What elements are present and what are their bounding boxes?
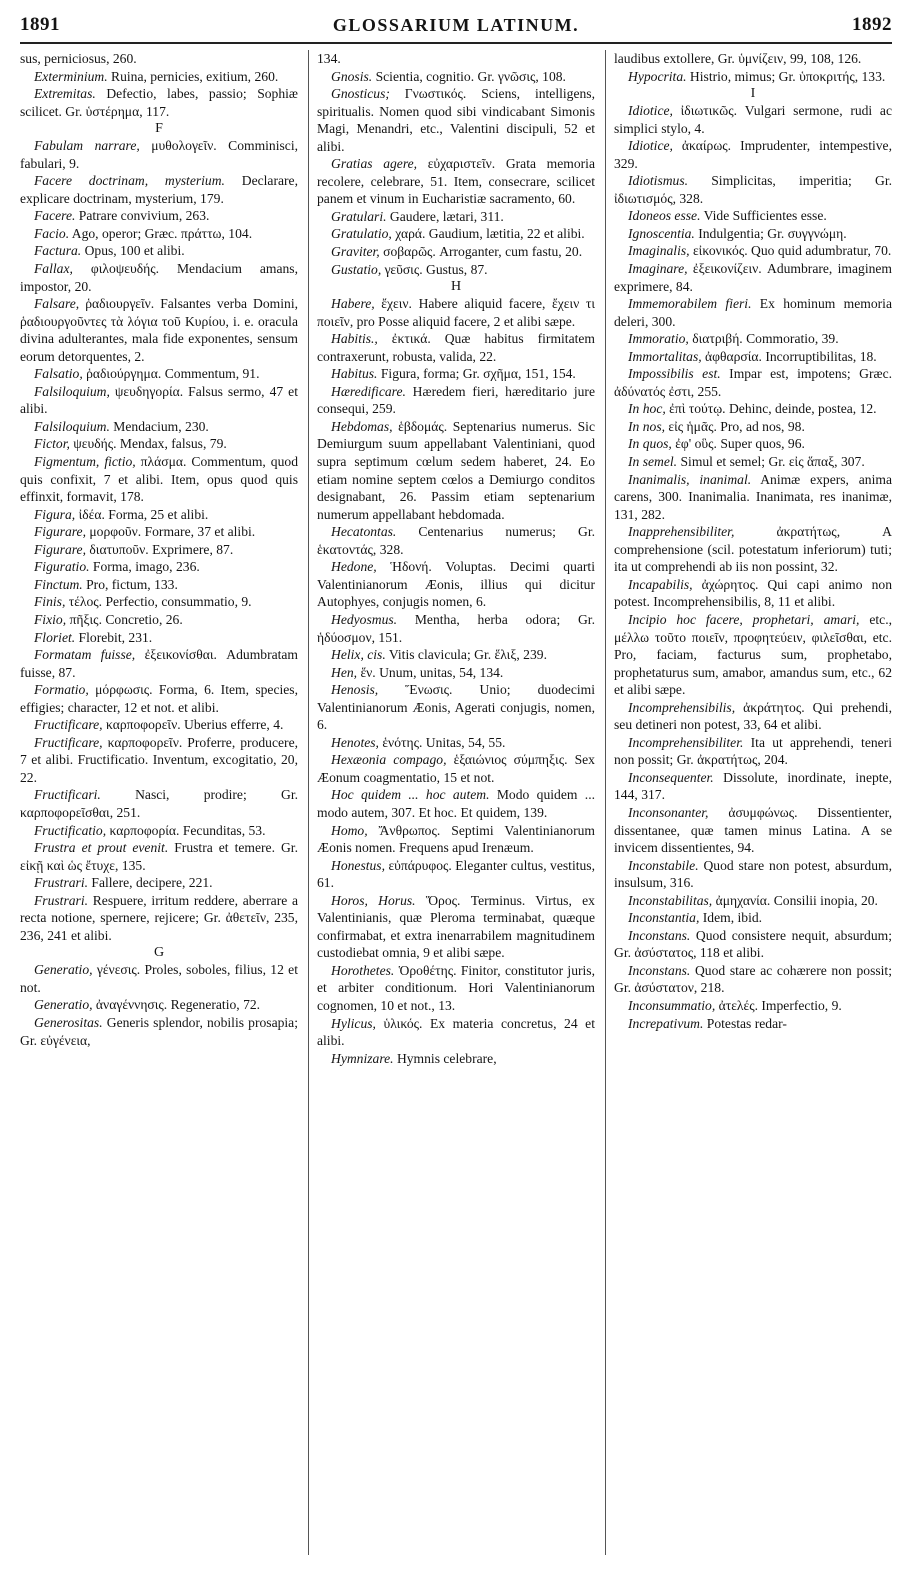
glossary-entry	[20, 961, 298, 996]
definition: πλάσμα. Commentum, quod quis confixit, 7 et alibi. Item, opus quod quis effinxit, formavit, 178.	[20, 454, 298, 505]
headword: Falsiloquium.	[34, 418, 110, 434]
headword: Gratulatio,	[331, 226, 392, 242]
headword: Henotes,	[331, 734, 379, 750]
glossary-entry	[614, 418, 892, 436]
definition: laudibus extollere, Gr. ὑμνίζειν, 99, 108, 126.	[614, 51, 862, 66]
definition: ψευδής. Mendax, falsus, 79.	[69, 436, 227, 452]
headword: Frustrari.	[34, 892, 89, 908]
definition: Quod consistere nequit, absurdum; Gr. ἀσύστατος, 118 et alibi.	[614, 927, 892, 961]
glossary-entry	[20, 365, 298, 383]
definition: Dissolute, inordinate, inepte, 144, 317.	[614, 769, 892, 803]
definition: Simplicitas, imperitia; Gr. ἰδιωτισμός, 328.	[614, 173, 892, 206]
definition: Ὅρος. Terminus. Virtus, ex Valentinianis, quæ Pleroma terminabat, quæque confirmabat, et extra inenarrabilem magnitudinem custodiebat omnia, 9 et alibi sæpe.	[317, 892, 595, 961]
glossary-entry	[20, 225, 298, 243]
headword: Figuratio.	[34, 559, 90, 575]
definition: ψευδηγορία. Falsus sermo, 47 et alibi.	[20, 383, 298, 417]
headword: Horos, Horus.	[331, 892, 416, 908]
headword: Imaginare,	[628, 261, 688, 277]
headword: Inconsequenter.	[628, 769, 714, 785]
definition: Ruina, pernicies, exitium, 260.	[107, 68, 279, 84]
glossary-entry	[317, 295, 595, 330]
glossary-entry	[20, 839, 298, 874]
glossary-entry	[614, 699, 892, 734]
glossary-entry	[614, 576, 892, 611]
headword: In hoc,	[628, 401, 666, 417]
glossary-entry	[614, 611, 892, 699]
headword: Idiotice,	[628, 138, 673, 154]
headword: Fictor,	[34, 436, 70, 452]
headword: Inanimalis, inanimal.	[628, 471, 752, 487]
section-letter: F	[155, 121, 163, 137]
definition: ἐφ' οὓς. Super quos, 96.	[671, 436, 805, 452]
headword: Hypocrita.	[628, 68, 687, 84]
definition: ἑξαιώνιος σύμπηξις. Sex Æonum coagmentatio, 15 et not.	[317, 752, 595, 785]
glossary-entry	[614, 242, 892, 260]
glossary-entry	[614, 348, 892, 366]
glossary-entry	[20, 260, 298, 295]
glossary-entry	[317, 786, 595, 821]
definition: Scientia, cognitio. Gr. γνῶσις, 108.	[372, 68, 566, 84]
glossary-entry	[614, 435, 892, 453]
definition: Vitis clavicula; Gr. ἕλιξ, 239.	[385, 647, 547, 663]
glossary-entry	[20, 295, 298, 365]
definition: εἰκονικός. Quo quid adumbratur, 70.	[689, 243, 892, 259]
headword: Hebdomas,	[331, 418, 393, 434]
column-rule	[308, 50, 309, 1555]
definition: Centenarius numerus; Gr. ἑκατοντάς, 328.	[317, 524, 595, 557]
headword: Gratulari.	[331, 208, 387, 224]
definition: μορφοῦν. Formare, 37 et alibi.	[85, 524, 256, 540]
glossary-entry	[614, 68, 892, 86]
definition: Ἕνωσις. Unio; duodecimi Valentinianorum Æonis, Agerati conjugis, nomen, 6.	[317, 682, 595, 733]
glossary-entry	[614, 769, 892, 804]
headword: Fabulam narrare,	[34, 138, 140, 154]
glossary-entry	[20, 207, 298, 225]
headword: Idoneos esse.	[628, 208, 701, 224]
glossary-entry	[614, 365, 892, 400]
headword: Gratias agere,	[331, 156, 418, 172]
glossary-entry	[614, 102, 892, 137]
glossary-entry	[614, 804, 892, 857]
headword: Finis,	[34, 594, 66, 610]
definition: σοβαρῶς. Arroganter, cum fastu, 20.	[379, 244, 583, 260]
definition: ἐκτικά. Quæ habitus firmitatem contraxerunt, robusta, valida, 22.	[317, 331, 595, 364]
definition: ἀναγέννησις. Regeneratio, 72.	[92, 997, 261, 1013]
glossary-entry	[20, 593, 298, 611]
glossary-entry	[20, 453, 298, 506]
glossary-entry	[317, 611, 595, 646]
definition: ἰδιωτικῶς. Vulgari sermone, rudi ac simplici stylo, 4.	[614, 103, 892, 136]
definition: Ago, operor; Græc. πράττω, 104.	[69, 225, 253, 241]
headword: Generositas.	[34, 1014, 103, 1030]
headword: Inconstans.	[628, 927, 691, 943]
definition: Frustra et temere. Gr. εἰκῇ καὶ ὡς ἔτυχε, 135.	[20, 840, 298, 873]
headword: Idiotice,	[628, 103, 673, 119]
glossary-entry	[317, 261, 595, 279]
headword: Horothetes.	[331, 962, 395, 978]
glossary-entry	[317, 243, 595, 261]
definition: καρποφορία. Fecunditas, 53.	[106, 822, 266, 838]
definition: ἕν. Unum, unitas, 54, 134.	[357, 664, 504, 680]
definition: καρποφορεῖν. Uberius efferre, 4.	[102, 717, 284, 733]
glossary-entry	[317, 664, 595, 682]
definition: τέλος. Perfectio, consummatio, 9.	[65, 594, 252, 610]
definition: γεῦσις. Gustus, 87.	[381, 261, 488, 277]
definition: ῥαδιουργεῖν. Falsantes verba Domini, ῥαδιουργοῦντες τὰ λόγια τοῦ Κυρίου, i. e. oracula divina adulterantes, mala fide exponentes, sensum eorum detorquentes, 2.	[20, 296, 298, 364]
definition: μυθολογεῖν. Comminisci, fabulari, 9.	[20, 138, 298, 171]
running-title: GLOSSARIUM LATINUM.	[332, 15, 580, 35]
definition: ἀκαίρως. Imprudenter, intempestive, 329.	[614, 138, 892, 171]
definition: εὐπάρυφος. Eleganter cultus, vestitus, 61.	[317, 857, 595, 891]
glossary-entry	[20, 137, 298, 172]
glossary-entry	[20, 892, 298, 945]
definition: Mentha, herba odora; Gr. ἡδύοσμον, 151.	[317, 611, 595, 645]
definition: Pro, fictum, 133.	[82, 576, 178, 592]
glossary-entry	[317, 225, 595, 243]
headword: Inapprehensibiliter,	[628, 524, 735, 540]
headword: Facere.	[34, 208, 76, 224]
glossary-entry	[614, 330, 892, 348]
definition: Defectio, labes, passio; Sophiæ scilicet. Gr. ὑστέρημα, 117.	[20, 86, 298, 119]
headword: Falsare,	[34, 296, 80, 312]
glossary-entry	[20, 558, 298, 576]
definition: μόρφωσις. Forma, 6. Item, species, effigies; character, 12 et not. et alibi.	[20, 682, 298, 715]
definition: ἑνότης. Unitas, 54, 55.	[378, 734, 506, 750]
glossary-entry	[20, 681, 298, 716]
definition: Ex hominum memoria deleri, 300.	[614, 296, 892, 329]
glossary-entry	[614, 857, 892, 892]
headword: Frustra et prout evenit.	[34, 840, 169, 856]
headword: Fructificare,	[34, 734, 103, 750]
glossary-entry	[20, 383, 298, 418]
headword: Inconstabilitas,	[628, 892, 713, 908]
definition: Animæ expers, anima carens, 300. Inanimalia. Inanimata, res inanimæ, 131, 282.	[614, 471, 892, 522]
definition: Impar est, impotens; Græc. ἀδύνατός ἐστι, 255.	[614, 366, 892, 399]
definition: Indulgentia; Gr. συγγνώμη.	[694, 225, 847, 241]
glossary-entry	[20, 611, 298, 629]
glossary-entry	[614, 225, 892, 243]
headword: Facio.	[34, 225, 70, 241]
headword: Inconstabile.	[628, 857, 699, 873]
glossary-entry	[614, 1015, 892, 1033]
definition: Simul et semel; Gr. εἰς ἅπαξ, 307.	[677, 454, 865, 470]
definition: ἔχειν. Habere aliquid facere, ἔχειν τι ποιεῖν, pro Posse aliquid facere, 2 et alibi sæpe.	[317, 296, 595, 329]
definition: Hæredem fieri, hæreditario jure consequi, 259.	[317, 383, 595, 417]
definition: Γνωστικός. Sciens, intelligens, spiritualis. Nomen quod sibi vindicabant Simonis Magi, Menandri, etc., Valentini discipuli, 52 et alibi.	[317, 86, 595, 154]
definition: Ὁροθέτης. Finitor, constitutor juris, et arbiter conditionum. Hori Valentinianorum cognomen, 10 et not., 13.	[317, 962, 595, 1013]
headword: Hedyosmus.	[331, 611, 398, 627]
glossary-entry	[317, 857, 595, 892]
glossary-entry	[317, 1050, 595, 1068]
definition: Ἄνθρωπος. Septimi Valentinianorum Æonis nomen. Frequens apud Irenæum.	[317, 822, 595, 856]
headword: Facere doctrinam, mysterium.	[34, 173, 225, 189]
definition: Respuere, irritum reddere, aberrare a recta notione, spernere, rejicere; Gr. ἀθετεῖν, 235, 236, 241 et alibi.	[20, 892, 298, 943]
columns	[20, 50, 892, 1565]
headword: Habitis.,	[331, 331, 378, 347]
headword: Increpativum.	[628, 1015, 704, 1031]
definition: διατριβή. Commoratio, 39.	[688, 331, 839, 347]
headword: Habere,	[331, 296, 375, 312]
glossary-entry	[20, 646, 298, 681]
glossary-entry	[20, 1014, 298, 1049]
headword: In semel.	[628, 454, 678, 470]
definition: Mendacium, 230.	[109, 418, 209, 434]
headword: Hedone,	[331, 559, 377, 575]
definition: Patrare convivium, 263.	[75, 208, 210, 224]
definition: εὐχαριστεῖν. Grata memoria recolere, celebrare, 51. Item, consecrare, scilicet panem et vinum in Eucharistiæ sacramento, 60.	[317, 156, 595, 207]
glossary-entry	[614, 400, 892, 418]
glossary-entry	[614, 909, 892, 927]
headword: Gnosticus;	[331, 86, 390, 102]
headword: In quos,	[628, 436, 672, 452]
glossary-entry	[614, 295, 892, 330]
headword: Extremitas.	[34, 86, 96, 102]
glossary-entry	[317, 751, 595, 786]
page-number-left: 1891	[20, 14, 60, 35]
headword: Hæredificare.	[331, 383, 406, 399]
headword: Floriet.	[34, 629, 76, 645]
glossary-entry	[317, 962, 595, 1015]
entry-continuation	[317, 50, 595, 68]
headword: Generatio,	[34, 997, 93, 1013]
glossary-entry	[614, 471, 892, 524]
definition: Potestas redar-	[703, 1015, 787, 1031]
definition: Vide Sufficientes esse.	[700, 208, 827, 224]
definition: sus, perniciosus, 260.	[20, 51, 137, 66]
headword: Factura.	[34, 243, 82, 259]
glossary-entry	[614, 453, 892, 471]
definition: ἀκρατήτως, A comprehensione (scil. potestatum inferiorum) tuti; ita ut comprehendi ab iis non possint, 32.	[614, 524, 892, 575]
glossary-entry	[20, 541, 298, 559]
headword: Falsatio,	[34, 366, 83, 382]
glossary-entry	[317, 681, 595, 734]
definition: πῆξις. Concretio, 26.	[66, 611, 183, 627]
headword: Henosis,	[331, 682, 379, 698]
definition: Ita ut apprehendi, teneri non possit; Gr. ἀκρατήτως, 204.	[614, 734, 892, 768]
glossary-entry	[614, 997, 892, 1015]
headword: Gnosis.	[331, 68, 373, 84]
definition: ῥαδιούργημα. Commentum, 91.	[82, 366, 260, 382]
glossary-entry	[317, 383, 595, 418]
glossary-entry	[614, 962, 892, 997]
headword: Honestus,	[331, 857, 385, 873]
headword: Figurare,	[34, 541, 86, 557]
headword: Immemorabilem fieri.	[628, 296, 752, 312]
glossary-entry	[20, 418, 298, 436]
definition: Figura, forma; Gr. σχῆμα, 151, 154.	[377, 366, 576, 382]
headword: Inconstantia,	[628, 910, 700, 926]
headword: Inconsonanter,	[628, 804, 709, 820]
glossary-entry	[317, 155, 595, 208]
definition: ἐξεικονίζειν. Adumbrare, imaginem exprimere, 84.	[614, 261, 892, 294]
glossary-entry	[317, 558, 595, 611]
headword: Impossibilis est.	[628, 366, 721, 382]
definition: Idem, ibid.	[699, 910, 763, 926]
headword: Fructificari.	[34, 787, 101, 803]
definition: Fallere, decipere, 221.	[88, 875, 213, 891]
headword: Fructificare,	[34, 717, 103, 733]
glossary-entry	[317, 85, 595, 155]
entry-continuation	[614, 50, 892, 68]
glossary-entry	[317, 208, 595, 226]
headword: Hecatontas.	[331, 524, 397, 540]
section-letter: H	[450, 279, 462, 295]
definition: γένεσις. Proles, soboles, filius, 12 et not.	[20, 962, 298, 995]
glossary-entry	[317, 330, 595, 365]
glossary-entry	[317, 822, 595, 857]
definition: χαρά. Gaudium, lætitia, 22 et alibi.	[391, 226, 585, 242]
definition: ἀτελές. Imperfectio, 9.	[715, 997, 842, 1013]
glossary-entry	[614, 260, 892, 295]
headword: Graviter,	[331, 244, 380, 260]
glossary-entry	[20, 85, 298, 120]
headword: Ignoscentia.	[628, 225, 695, 241]
glossary-entry	[20, 576, 298, 594]
glossary-entry	[20, 435, 298, 453]
headword: Formatio,	[34, 682, 89, 698]
column-right	[614, 50, 892, 1565]
headword: Immortalitas,	[628, 348, 702, 364]
headword: Inconstans.	[628, 962, 691, 978]
definition: ἰδέα. Forma, 25 et alibi.	[75, 506, 209, 522]
definition: Quod stare ac cohærere non possit; Gr. ἀσύστατον, 218.	[614, 962, 892, 996]
definition: ἑβδομάς. Septenarius numerus. Sic Demiurgum suum appellabant Valentiniani, quod supra septimum cœlum sedem haberet, 24. Eo etiam nomine septem cœlos a Demiurgo conditos designabant, 26. Passim etiam septenarium numerum appellabant hebdomada.	[317, 418, 595, 522]
definition: ἐξεικονίσθαι. Adumbratam fuisse, 87.	[20, 647, 298, 680]
glossary-entry	[20, 68, 298, 86]
glossary-entry	[317, 365, 595, 383]
page-number-right: 1892	[852, 14, 892, 35]
glossary-entry	[20, 734, 298, 787]
glossary-entry	[317, 646, 595, 664]
definition: ἀχώρητος. Qui capi animo non potest. Incomprehensibilis, 8, 11 et alibi.	[614, 576, 892, 610]
headword: Incomprehensibilis,	[628, 699, 736, 715]
glossary-entry	[614, 734, 892, 769]
definition: εἰς ἡμᾶς. Pro, ad nos, 98.	[665, 418, 805, 434]
definition: Ἡδονή. Voluptas. Decimi quarti Valentinianorum Æonis, illius qui dicitur Autophyes, conjugis nomen, 6.	[317, 559, 595, 610]
definition: Modo quidem ... modo autem, 307. Et hoc. Et quidem, 139.	[317, 787, 595, 820]
running-header	[20, 8, 892, 44]
headword: Imaginalis,	[628, 243, 690, 259]
glossary-entry	[20, 786, 298, 821]
section-letter: G	[153, 945, 165, 961]
headword: Gustatio,	[331, 261, 382, 277]
definition: Nasci, prodire; Gr. καρποφορεῖσθαι, 251.	[20, 787, 298, 820]
headword: Idiotismus.	[628, 173, 689, 189]
definition: ἐπὶ τούτῳ. Dehinc, deinde, postea, 12.	[665, 401, 877, 417]
definition: Florebit, 231.	[75, 629, 153, 645]
glossary-entry	[20, 242, 298, 260]
glossary-entry	[614, 523, 892, 576]
column-middle	[317, 50, 595, 1565]
headword: Frustrari.	[34, 875, 89, 891]
headword: Incipio hoc facere, prophetari, amari,	[628, 611, 860, 627]
definition: φιλοψευδής. Mendacium amans, impostor, 20.	[20, 261, 298, 294]
glossary-entry	[614, 927, 892, 962]
headword: Immoratio,	[628, 331, 689, 347]
definition: ἀμηχανία. Consilii inopia, 20.	[712, 892, 878, 908]
headword: Figurare,	[34, 524, 86, 540]
definition: καρποφορεῖν. Proferre, producere, 7 et alibi. Fructificatio. Inventum, excogitatio, 20, 22.	[20, 734, 298, 785]
headword: Inconsummatio,	[628, 997, 716, 1013]
glossary-entry	[20, 506, 298, 524]
definition: ἀσυμφώνως. Dissentienter, dissentanee, quæ tamen minus Latina. A se invicem dissentientes, 94.	[614, 804, 892, 856]
definition: ὑλικός. Ex materia concretus, 24 et alibi.	[317, 1015, 595, 1049]
definition: Declarare, explicare doctrinam, mysterium, 179.	[20, 173, 298, 206]
headword: Homo,	[331, 822, 368, 838]
headword: Figura,	[34, 506, 76, 522]
headword: Formatam fuisse,	[34, 647, 136, 663]
headword: Hen,	[331, 664, 358, 680]
definition: διατυποῦν. Exprimere, 87.	[85, 541, 234, 557]
definition: Gaudere, lætari, 311.	[386, 208, 504, 224]
definition: Hymnis celebrare,	[393, 1050, 497, 1066]
headword: Helix, cis.	[331, 647, 386, 663]
glossary-entry	[20, 996, 298, 1014]
headword: Incapabilis,	[628, 576, 693, 592]
definition: 134.	[317, 51, 341, 66]
definition: Histrio, mimus; Gr. ὑποκριτής, 133.	[686, 68, 886, 84]
headword: Fixio,	[34, 611, 67, 627]
glossary-entry	[317, 734, 595, 752]
headword: Finctum.	[34, 576, 83, 592]
definition: Forma, imago, 236.	[89, 559, 200, 575]
entry-continuation	[20, 50, 298, 68]
headword: Hylicus,	[331, 1015, 376, 1031]
headword: Hexæonia compago,	[331, 752, 447, 768]
glossary-entry	[20, 716, 298, 734]
headword: Hoc quidem ... hoc autem.	[331, 787, 490, 803]
headword: Generatio,	[34, 962, 93, 978]
glossary-entry	[317, 1015, 595, 1050]
glossary-entry	[20, 822, 298, 840]
glossary-entry	[20, 629, 298, 647]
definition: Quod stare non potest, absurdum, insulsum, 316.	[614, 857, 892, 891]
headword: Falsiloquium,	[34, 383, 110, 399]
headword: In nos,	[628, 418, 666, 434]
definition: Opus, 100 et alibi.	[81, 243, 185, 259]
glossary-entry	[20, 523, 298, 541]
glossary-entry	[317, 523, 595, 558]
definition: etc., μέλλω τοῦτο ποιεῖν, προφητεύειν, φιλεῖσθαι, etc. Pro, faciam, facturus sum, prophetabo, prophetaturus sum, amabor, amandus sum, etc., 62 et alibi sæpe.	[614, 611, 892, 698]
headword: Habitus.	[331, 366, 378, 382]
glossary-entry	[20, 874, 298, 892]
headword: Incomprehensibiliter.	[628, 734, 744, 750]
glossary-page	[20, 8, 892, 1570]
column-left	[20, 50, 298, 1565]
definition: Generis splendor, nobilis prosapia; Gr. εὐγένεια,	[20, 1014, 298, 1048]
definition: ἀφθαρσία. Incorruptibilitas, 18.	[701, 348, 877, 364]
glossary-entry	[317, 418, 595, 523]
headword: Fallax,	[34, 261, 73, 277]
column-rule	[605, 50, 606, 1555]
glossary-entry	[614, 892, 892, 910]
glossary-entry	[614, 137, 892, 172]
glossary-entry	[317, 68, 595, 86]
headword: Figmentum, fictio,	[34, 454, 136, 470]
section-letter: I	[750, 86, 756, 102]
headword: Exterminium.	[34, 68, 108, 84]
glossary-entry	[20, 172, 298, 207]
headword: Fructificatio,	[34, 822, 107, 838]
glossary-entry	[614, 172, 892, 207]
headword: Hymnizare.	[331, 1050, 394, 1066]
glossary-entry	[614, 207, 892, 225]
definition: ἀκράτητος. Qui prehendi, seu detineri non potest, 33, 64 et alibi.	[614, 699, 892, 733]
glossary-entry	[317, 892, 595, 962]
